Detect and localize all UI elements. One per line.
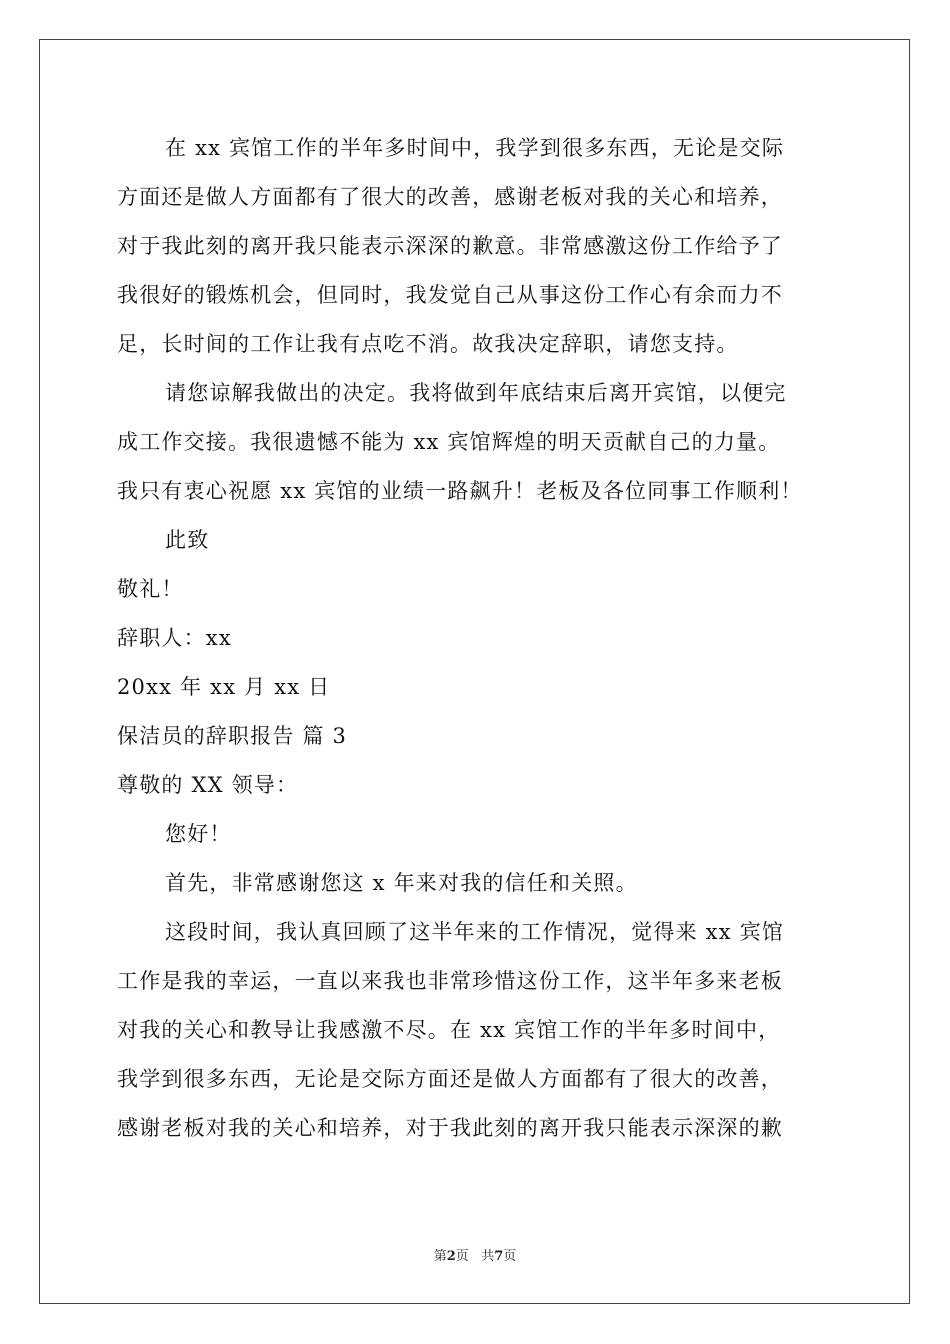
date-line: 20xx 年 xx 月 xx 日 — [117, 675, 331, 699]
text-line: 这段时间，我认真回顾了这半年来的工作情况，觉得来 xx 宾馆 — [165, 920, 785, 944]
text-line: 足，长时间的工作让我有点吃不消。故我决定辞职，请您支持。 — [117, 332, 739, 356]
total-suffix: 页 — [503, 1249, 517, 1264]
total-pages: 7 — [494, 1249, 504, 1264]
signature-line: 辞职人：xx — [117, 626, 232, 650]
text-line: 我学到很多东西，无论是交际方面还是做人方面都有了很大的改善， — [117, 1067, 783, 1091]
text-line: 在 xx 宾馆工作的半年多时间中，我学到很多东西，无论是交际 — [165, 136, 785, 160]
document-body — [117, 124, 837, 1153]
text-line: 我很好的锻炼机会，但同时，我发觉自己从事这份工作心有余而力不 — [117, 283, 783, 307]
closing-salutation: 此致 — [165, 528, 210, 552]
text-line: 成工作交接。我很遗憾不能为 xx 宾馆辉煌的明天贡献自己的力量。 — [117, 430, 781, 454]
text-line: 首先，非常感谢您这 x 年来对我的信任和关照。 — [165, 871, 638, 895]
text-line: 工作是我的幸运，一直以来我也非常珍惜这份工作，这半年多来老板 — [117, 969, 783, 993]
page-suffix: 页 — [455, 1249, 469, 1264]
closing-regards: 敬礼！ — [117, 577, 184, 601]
text-line: 对我的关心和教导让我感激不尽。在 xx 宾馆工作的半年多时间中， — [117, 1018, 781, 1042]
page-prefix: 第 — [433, 1249, 447, 1264]
text-line: 对于我此刻的离开我只能表示深深的歉意。非常感激这份工作给予了 — [117, 234, 783, 258]
section-heading: 保洁员的辞职报告 篇 3 — [117, 724, 348, 748]
total-prefix: 共 — [481, 1249, 495, 1264]
text-line: 请您谅解我做出的决定。我将做到年底结束后离开宾馆，以便完 — [165, 381, 787, 405]
page-number: 2 — [446, 1249, 456, 1264]
greeting-line: 您好！ — [165, 822, 232, 846]
text-line: 方面还是做人方面都有了很大的改善，感谢老板对我的关心和培养， — [117, 185, 783, 209]
page-footer — [0, 1245, 950, 1264]
addressee-line: 尊敬的 XX 领导： — [117, 773, 299, 797]
text-line: 感谢老板对我的关心和培养，对于我此刻的离开我只能表示深深的歉 — [117, 1116, 783, 1140]
text-line: 我只有衷心祝愿 xx 宾馆的业绩一路飙升！老板及各位同事工作顺利！ — [117, 479, 803, 503]
